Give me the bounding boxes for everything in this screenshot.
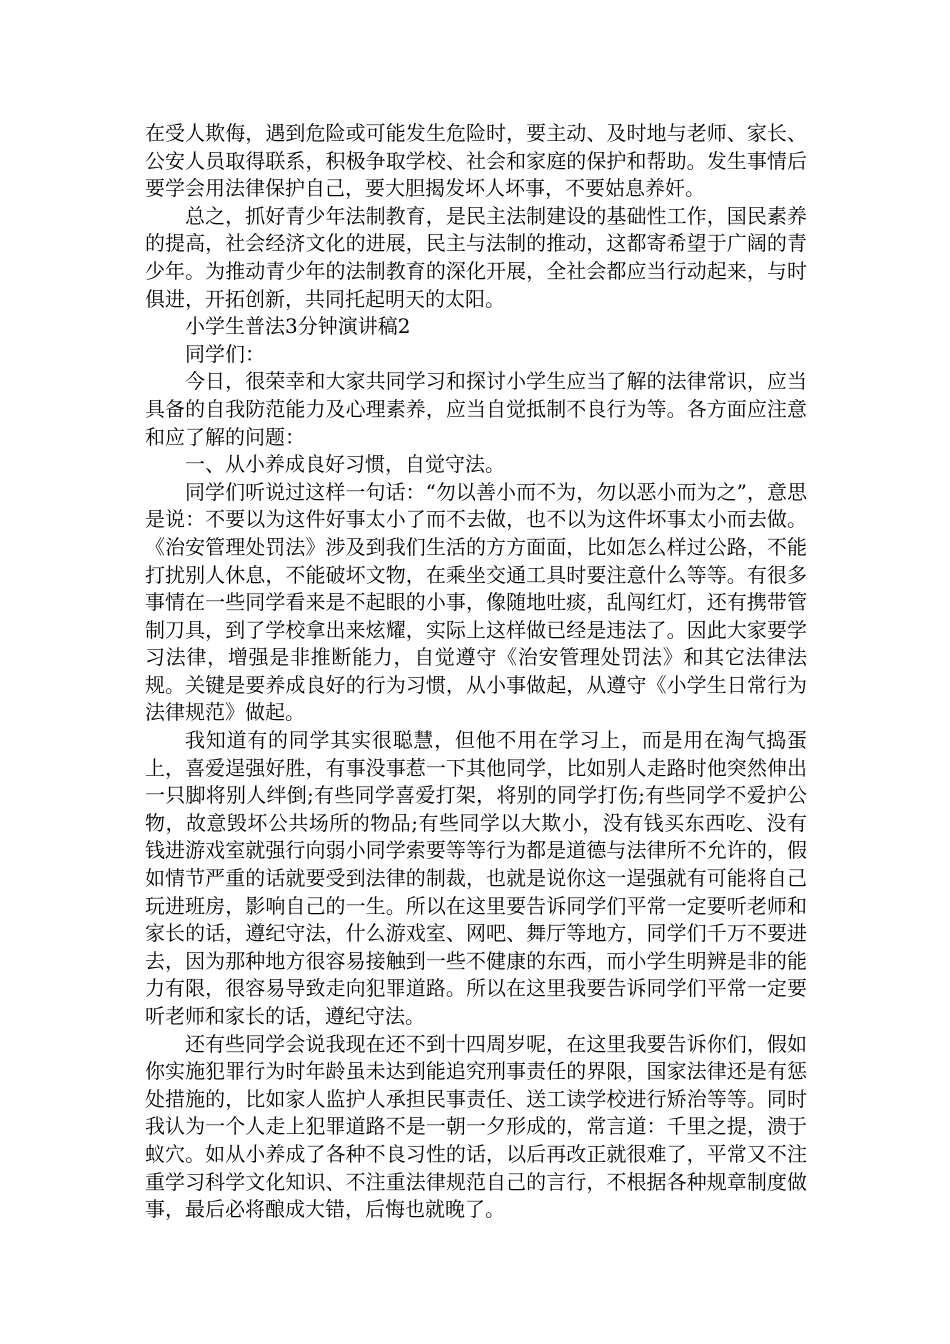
paragraph-4: 同学们听说过这样一句话：“勿以善小而不为，勿以恶小而为之”，意思是说：不要以为这件好事太小了而不去做，也不以为这件坏事太小而去做。《治安管理处罚法》涉及到我们生活的方方面面，比如怎么样过公路，不能打扰别人休息，不能破坏文物，在乘坐交通工具时要注意什么等等。有很多事情在一些同学看来是不起眼的小事，像随地吐痰，乱闯红灯，还有携带管制刀具，到了学校拿出来炫耀，实际上这样做已经是违法了。因此大家要学习法律，增强是非推断能力，自觉遵守《治安管理处罚法》和其它法律法规。关键是要养成良好的行为习惯，从小事做起，从遵守《小学生日常行为法律规范》做起。 (145, 479, 807, 725)
salutation: 同学们： (185, 341, 265, 366)
paragraph-3: 今日，很荣幸和大家共同学习和探讨小学生应当了解的法律常识，应当具备的自我防范能力及心理素养，应当自觉抵制不良行为等。各方面应注意和应了解的问题： (145, 369, 807, 449)
paragraph-2: 总之，抓好青少年法制教育，是民主法制建设的基础性工作，国民素养的提高，社会经济文化的进展，民主与法制的推动，这都寄希望于广阔的青少年。为推动青少年的法制教育的深化开展，全社会都应当行动起来，与时俱进，开拓创新，共同托起明天的太阳。 (145, 203, 807, 311)
document-body (145, 120, 807, 1224)
paragraph-5: 我知道有的同学其实很聪慧，但他不用在学习上，而是用在淘气捣蛋上，喜爱逞强好胜，有事没事惹一下其他同学，比如别人走路时他突然伸出一只脚将别人绊倒;有些同学喜爱打架，将别的同学打伤;有些同学不爱护公物，故意毁坏公共场所的物品;有些同学以大欺小，没有钱买东西吃、没有钱进游戏室就强行向弱小同学索要等等行为都是道德与法律所不允许的，假如情节严重的话就要受到法律的制裁，也就是说你这一逞强就有可能将自己玩进班房，影响自己的一生。所以在这里要告诉同学们平常一定要听老师和家长的话，遵纪守法，什么游戏室、网吧、舞厅等地方，同学们千万不要进去，因为那种地方很容易接触到一些不健康的东西，而小学生明辨是非的能力有限，很容易导致走向犯罪道路。所以在这里我要告诉同学们平常一定要听老师和家长的话，遵纪守法。 (145, 728, 807, 1028)
heading-point-1: 一、从小养成良好习惯，自觉守法。 (185, 452, 505, 477)
paragraph-6: 还有些同学会说我现在还不到十四周岁呢，在这里我要告诉你们，假如你实施犯罪行为时年龄虽未达到能追究刑事责任的界限，国家法律还是有惩处措施的，比如家人监护人承担民事责任、送工读学校进行矫治等等。同时我认为一个人走上犯罪道路不是一朝一夕形成的，常言道：千里之提，溃于蚁穴。如从小养成了各种不良习性的话，以后再改正就很难了，平常又不注重学习科学文化知识、不注重法律规范自己的言行，不根据各种规章制度做事，最后必将酿成大错，后悔也就晚了。 (145, 1031, 807, 1222)
section-title: 小学生普法3分钟演讲稿2 (185, 314, 411, 339)
paragraph-1: 在受人欺侮，遇到危险或可能发生危险时，要主动、及时地与老师、家长、公安人员取得联系，积极争取学校、社会和家庭的保护和帮助。发生事情后要学会用法律保护自己，要大胆揭发坏人坏事，不要姑息养奸。 (145, 121, 807, 201)
